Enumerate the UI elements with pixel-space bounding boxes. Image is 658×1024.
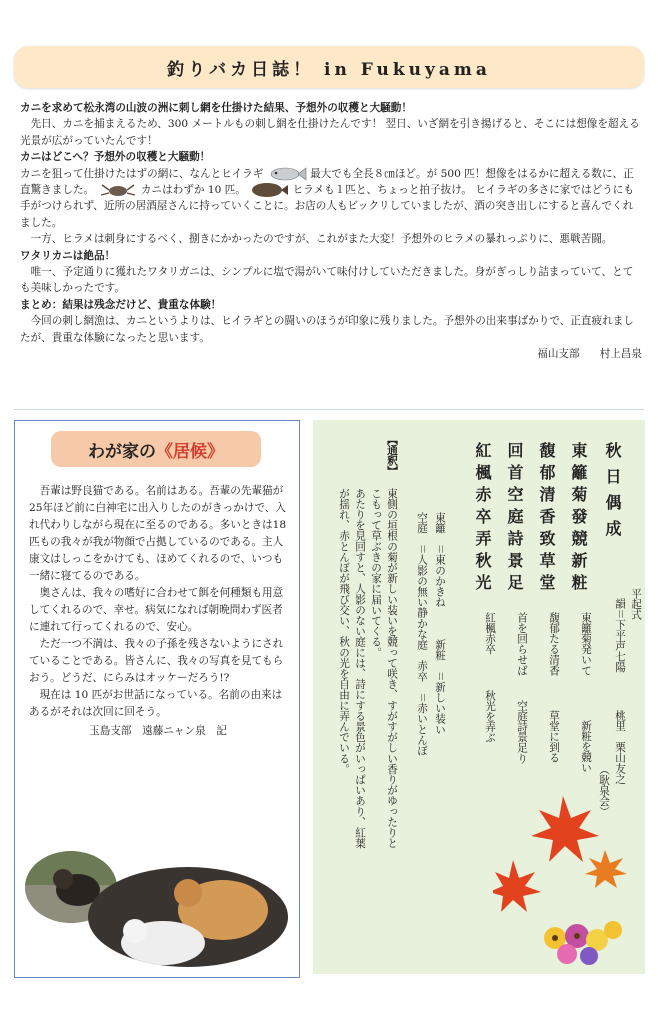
article-paragraph: 一方、ヒラメは刺身にするべく、捌きにかかったのですが、これがまた大変！予想外のヒラメの暴れっぷりに、悪戦苦闘。: [30, 233, 613, 246]
kundoku-line: 東籬菊発いて: [580, 612, 592, 676]
tsuyaku-line: が揺れ、赤とんぼが飛び交い、秋の光を自由に弄んでいる。: [338, 488, 350, 775]
text-span: 最大でも全長８㎝ほど。が 500 匹！想像をはるかに超える数に、正直驚きました。: [20, 167, 634, 197]
cat-signature: [29, 723, 287, 740]
tsuyaku-line: あたりを見回すと、人影のない庭には、詩にする景色がいっぱいあり、紅葉: [354, 488, 366, 849]
tsuyaku-label: 【通釈】: [386, 434, 398, 477]
kanshi-column: [313, 420, 645, 974]
poem-title: 秋日偶成: [603, 442, 622, 546]
article-subheading: カニはどこへ？予想外の収穫と大騒動！: [20, 151, 211, 164]
kundoku-line: 首を回らせば: [516, 612, 528, 676]
article-subheading: まとめ：結果は残念だけど、貴重な体験！: [20, 298, 222, 311]
kundoku-line: 草堂に到る: [548, 710, 560, 763]
title-text: わが家の: [88, 441, 156, 462]
page-banner: [14, 46, 644, 88]
sig-name: 遠藤ニャン泉 記: [142, 725, 227, 737]
poem-line: 紅楓赤卒弄秋光: [473, 442, 492, 596]
text-span: ヒイラギの多さに家ではどうにも手がつけられず、近所の居酒屋さんに持っていくことに。お店の人もビックリしていましたが、酒の突き出しにすると喜んでくれました。: [20, 184, 634, 229]
article-author: 村上昌泉: [599, 348, 642, 361]
crab-icon: [98, 182, 138, 198]
kundoku-line: 秋光を弄ぶ: [484, 690, 496, 743]
section-divider: [14, 409, 644, 410]
sig-branch: 玉島支部: [89, 725, 132, 737]
poem-note: 空庭 ＝人影の無い静かな庭 赤卒 ＝赤いとんぼ: [416, 512, 428, 756]
cat-paragraph: 吾輩は野良猫である。名前はある。吾輩の先輩猫が25年ほど前に白神宅に出入りしたのがきっかけで、入れ代わりしながら現在に至るのである。多いときは18匹もの我々が我が物顔で占拠しているのである。主人康文はしっこをかけても、ほめてくれるので、いつも一緒に寝てるのである。: [29, 485, 287, 582]
poet-society: （耿泉会）: [598, 764, 610, 817]
cat-paragraph: ただ一つ不満は、我々の子孫を残さないようにされていることである。皆さんに、我々の写真を見てもらおう。どうだ、にらみはオッケーだろう!?: [29, 638, 284, 684]
tsuyaku-line: こもって草ぶきの家に届いてくる。: [370, 488, 382, 658]
poem-meta: 平起式: [630, 588, 642, 620]
cat-photos: [23, 845, 291, 969]
article-subheading: ワタリカニは絶品！: [20, 249, 116, 262]
article-paragraph: [20, 166, 642, 232]
tsuyaku-line: 東側の垣根の菊が新しい装いを競って咲き、すがすがしい香りがゆったりと: [386, 488, 398, 849]
title-accent: 《居候》: [156, 441, 224, 462]
poet-name: 桃里 栗山友之: [614, 710, 626, 785]
kundoku-line: 馥郁たる清香: [548, 612, 560, 676]
text-span: カニを狙って仕掛けたはずの網に、なんとヒイラギ: [20, 167, 264, 180]
autumn-leaves-illustration: [493, 788, 643, 968]
fish-icon: [267, 166, 307, 182]
poem-line: 回首空庭詩景足: [505, 442, 524, 596]
article-paragraph: 先日、カニを捕まえるため、300 メートルもの刺し網を仕掛けたんです！ 翌日、いざ網を引き揚げると、そこには想像を超える光景が広がっていたんです！: [20, 118, 640, 147]
poem-note: 東籬 ＝東のかきね 新粧 ＝新しい装い: [434, 512, 446, 735]
article-headline: カニを求めて松永湾の山波の洲に刺し網を仕掛けた結果、予想外の収穫と大騒動！: [20, 102, 412, 114]
cat-column-title: [51, 431, 261, 467]
kundoku-line: 紅楓赤卒: [484, 612, 496, 655]
fishing-article: [20, 100, 642, 363]
cat-paragraph: 奥さんは、我々の嗜好に合わせて餌を何種類も用意してくれるので、幸せ。病気になれば朝晩問わず医者に連れて行ってくれるので、安心。: [29, 587, 284, 633]
article-paragraph: 今回の刺し網漁は、カニというよりは、ヒイラギとの闘いのほうが印象に残りました。予想外の出来事ばかりで、正直疲れましたが、貴重な体験になったと思います。: [20, 315, 634, 344]
article-signature: [20, 346, 642, 362]
flounder-icon: [249, 182, 289, 198]
article-branch: 福山支部: [537, 348, 580, 361]
text-span: カニはわずか 10 匹。: [140, 184, 246, 197]
text-span: ヒラメも１匹と、ちょっと拍子抜け。: [292, 184, 472, 197]
cat-column-text: [29, 483, 287, 740]
banner-title: 釣りバカ日誌！ in Fukuyama: [167, 59, 491, 80]
cat-column: [14, 420, 300, 978]
kundoku-line: 空庭詩景足り: [516, 700, 528, 764]
poem-line: 馥郁清香致草堂: [537, 442, 556, 596]
cat-paragraph: 現在は 10 匹がお世話になっている。名前の由来はあるがそれは次回に回そう。: [29, 689, 283, 718]
poem-meta: 韻＝下平声七陽: [614, 598, 626, 673]
kundoku-line: 新粧を競い: [580, 720, 592, 773]
poem-line: 東籬菊發競新粧: [569, 442, 588, 596]
article-paragraph: 唯一、予定通りに獲れたワタリガニは、シンプルに塩で湯がいて味付けしていただきました。身がぎっしり詰まっていて、とても美味しかったです。: [20, 266, 634, 295]
